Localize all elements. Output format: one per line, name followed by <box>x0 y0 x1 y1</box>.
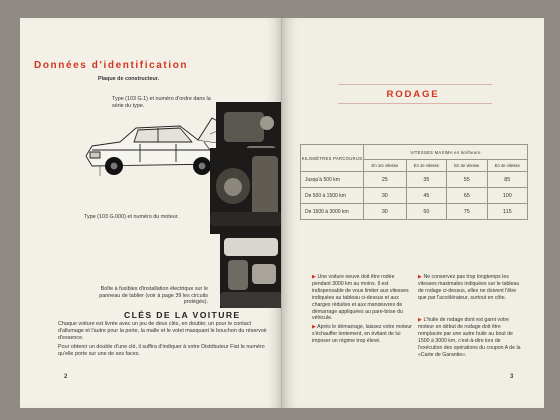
speed-cell: 75 <box>447 204 487 220</box>
table-row <box>301 188 528 204</box>
distance-header: KILOMÈTRES PARCOURUS <box>301 145 364 172</box>
fuse-box-label: Boîte à fusibles d'installation électrique sur le panneau de tablier (voir à page 39 les circuits protégés). <box>99 286 208 306</box>
left-page-title: Données d'identification <box>34 60 189 71</box>
keys-section-title: CLÉS DE LA VOITURE <box>124 310 241 320</box>
motor-type-label: Type (103 G.000) et numéro du moteur. <box>84 214 179 220</box>
table-row <box>301 172 528 188</box>
gear-header: En 4e vitesse <box>487 160 527 172</box>
paragraph-text: Ne conservez pas trop longtemps les vitesses maximales indiquées sur le tableau de rodage ci-dessus, elles ne doivent l'être que par l'accélérateur, surtout en côte. <box>418 274 520 301</box>
running-in-paragraph-4 <box>418 317 522 358</box>
speed-cell: 45 <box>406 188 446 204</box>
gear-header: En 3e vitesse <box>447 160 487 172</box>
keys-paragraph-1: Chaque voiture est livrée avec un jeu de deux clés, en double; un pour le contact d'allumage et l'autre pour la porte, la malle et le volet masquant le bouchon du réservoir d'essence. <box>58 321 267 341</box>
speed-cell: 100 <box>487 188 527 204</box>
running-in-paragraph-3 <box>418 274 522 302</box>
speed-cell: 85 <box>487 172 527 188</box>
running-in-paragraph-1 <box>312 274 412 322</box>
speed-cell: 30 <box>364 204 407 220</box>
type-label: Type (103 G.1) et numéro d'ordre dans la série du type. <box>112 96 211 109</box>
keys-paragraph-2: Pour obtenir un double d'une clé, il suffira d'indiquer à votre Distributeur Fiat le numéro qu'elle porte sur une de ses faces. <box>58 343 265 357</box>
right-page-title: RODAGE <box>386 89 440 100</box>
distance-cell: De 1500 à 3000 km <box>301 204 364 220</box>
speed-cell: 115 <box>487 204 527 220</box>
gear-header: En 1re vitesse <box>364 160 407 172</box>
left-page-number: 2 <box>64 374 68 380</box>
arrow-icon: ▶ <box>418 317 422 323</box>
table-row <box>301 204 528 220</box>
left-page <box>20 18 282 408</box>
gear-header: En 2e vitesse <box>406 160 446 172</box>
arrow-icon: ▶ <box>312 324 316 330</box>
paragraph-text: Après le démarrage, laissez votre moteur s'échauffer lentement, en évitant de lui imposer un régime trop élevé. <box>312 324 413 344</box>
speed-cell: 35 <box>406 172 446 188</box>
distance-cell: De 500 à 1500 km <box>301 188 364 204</box>
running-in-paragraph-2 <box>312 324 412 345</box>
fuse-box-photo <box>220 232 282 308</box>
arrow-icon: ▶ <box>418 274 422 280</box>
arrow-icon: ▶ <box>312 274 316 280</box>
speed-cell: 25 <box>364 172 407 188</box>
speed-header: VITESSES MAXIMA en km/heure <box>364 145 528 160</box>
plate-label: Plaque de constructeur. <box>98 76 160 82</box>
paragraph-text: Une voiture neuve doit être rodée pendant 3000 km au moins. Il est indispensable de vous limiter aux vitesses indiquées au tableau ci-dessus et aux charges réduites et aux manœuvres de démarrage appliquées au pare-brise du véhicule. <box>312 274 409 322</box>
speed-cell: 30 <box>364 188 407 204</box>
right-page <box>282 18 544 408</box>
speed-cell: 50 <box>406 204 446 220</box>
distance-cell: Jusqu'à 500 km <box>301 172 364 188</box>
speed-cell: 65 <box>447 188 487 204</box>
keys-section-body <box>58 321 272 359</box>
paragraph-text: L'huile de rodage dont est garni votre moteur en début de rodage doit être remplacée par une autre huile au bout de 1500 à 3000 km, c'est-à-dire lors de l'exécution des opérations du coupon A de la «Carte de Garantie». <box>418 317 521 358</box>
right-page-number: 3 <box>510 374 514 380</box>
speed-cell: 55 <box>447 172 487 188</box>
motor-number-photo <box>210 148 282 234</box>
running-in-table <box>300 144 528 220</box>
